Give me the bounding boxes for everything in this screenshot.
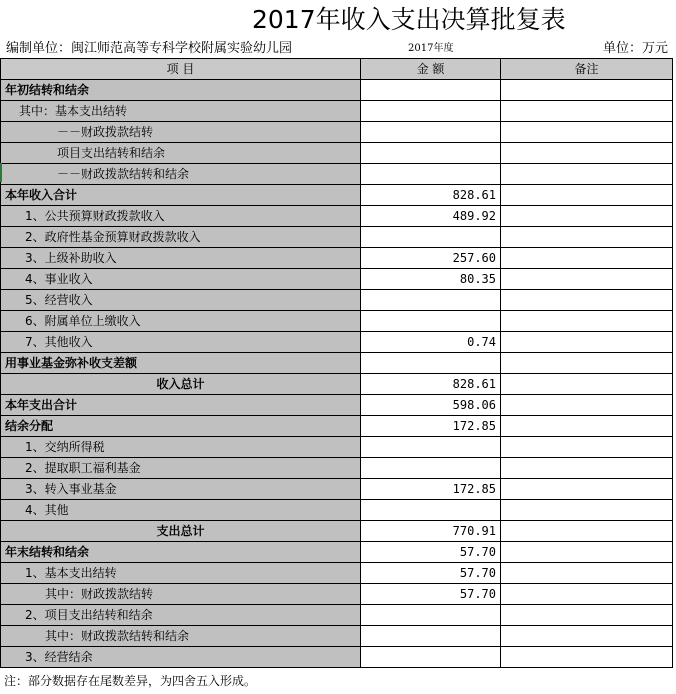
row-amount [361,437,501,458]
row-note [501,626,673,647]
row-note [501,605,673,626]
header-amount: 金 额 [361,59,501,80]
fiscal-year: 2017年度 [408,43,454,54]
row-amount: 257.60 [361,248,501,269]
row-amount: 57.70 [361,563,501,584]
row-amount [361,143,501,164]
row-item-label: 其中：基本支出结转 [1,101,361,122]
row-note [501,101,673,122]
row-note [501,542,673,563]
table-row [1,521,673,542]
row-note [501,395,673,416]
table-row [1,332,673,353]
row-item-label: 4、其他 [1,500,361,521]
table-row [1,374,673,395]
row-note [501,479,673,500]
row-note [501,353,673,374]
footnote: 注：部分数据存在尾数差异，为四舍五入形成。 [4,674,257,688]
currency-unit: 单位：万元 [602,41,668,56]
table-row [1,353,673,374]
row-note [501,647,673,668]
row-item-label: 结余分配 [1,416,361,437]
row-amount: 828.61 [361,374,501,395]
table-header-row [1,59,673,80]
table-row [1,122,673,143]
row-amount [361,227,501,248]
table-row [1,605,673,626]
row-item-label: 1、交纳所得税 [1,437,361,458]
row-amount: 57.70 [361,542,501,563]
row-note [501,416,673,437]
row-amount [361,164,501,185]
row-item-label: 3、转入事业基金 [1,479,361,500]
row-item-label: 本年支出合计 [1,395,361,416]
row-item-label: 收入总计 [1,374,361,395]
row-amount [361,122,501,143]
row-item-label: 其中：财政拨款结转和结余 [1,626,361,647]
table-row [1,80,673,101]
table-row [1,269,673,290]
budget-table [0,58,673,668]
row-note [501,227,673,248]
table-row [1,185,673,206]
row-amount [361,101,501,122]
row-note [501,206,673,227]
row-item-label: 1、公共预算财政拨款收入 [1,206,361,227]
row-note [501,437,673,458]
row-note [501,311,673,332]
row-item-label: 3、经营结余 [1,647,361,668]
row-item-label: 5、经营收入 [1,290,361,311]
row-amount [361,500,501,521]
row-note [501,164,673,185]
table-row [1,164,673,185]
row-item-label: 4、事业收入 [1,269,361,290]
row-note [501,122,673,143]
table-row [1,206,673,227]
row-amount: 828.61 [361,185,501,206]
row-note [501,374,673,395]
row-amount: 0.74 [361,332,501,353]
row-item-label: 支出总计 [1,521,361,542]
table-row [1,101,673,122]
row-amount [361,290,501,311]
row-amount: 80.35 [361,269,501,290]
table-row [1,143,673,164]
row-note [501,248,673,269]
row-item-label: 7、其他收入 [1,332,361,353]
row-amount: 598.06 [361,395,501,416]
table-row [1,584,673,605]
header-item: 项 目 [1,59,361,80]
row-item-label: 2、政府性基金预算财政拨款收入 [1,227,361,248]
table-row [1,311,673,332]
row-item-label: 3、上级补助收入 [1,248,361,269]
table-row [1,500,673,521]
row-item-label: －－财政拨款结转 [1,122,361,143]
row-amount [361,311,501,332]
row-note [501,269,673,290]
row-item-label: －－财政拨款结转和结余 [1,164,361,185]
table-row [1,395,673,416]
row-note [501,563,673,584]
table-row [1,290,673,311]
row-amount: 172.85 [361,479,501,500]
row-amount [361,605,501,626]
row-note [501,185,673,206]
row-note [501,80,673,101]
row-note [501,332,673,353]
table-row [1,542,673,563]
row-note [501,500,673,521]
row-amount [361,458,501,479]
row-amount: 770.91 [361,521,501,542]
row-amount: 489.92 [361,206,501,227]
table-row [1,437,673,458]
table-row [1,563,673,584]
report-meta [0,40,676,58]
row-note [501,521,673,542]
row-note [501,290,673,311]
row-selection-marker [0,163,2,182]
organization-label: 编制单位：闽江师范高等专科学校附属实验幼儿园 [6,41,293,56]
row-amount: 57.70 [361,584,501,605]
table-row [1,626,673,647]
row-amount [361,353,501,374]
row-amount [361,80,501,101]
row-amount [361,647,501,668]
table-row [1,227,673,248]
row-item-label: 项目支出结转和结余 [1,143,361,164]
row-item-label: 6、附属单位上缴收入 [1,311,361,332]
row-amount: 172.85 [361,416,501,437]
report-title: 2017年收入支出决算批复表 [252,5,566,34]
row-note [501,458,673,479]
row-note [501,584,673,605]
row-item-label: 1、基本支出结转 [1,563,361,584]
row-item-label: 用事业基金弥补收支差额 [1,353,361,374]
row-item-label: 本年收入合计 [1,185,361,206]
header-note: 备注 [501,59,673,80]
row-item-label: 年末结转和结余 [1,542,361,563]
row-amount [361,626,501,647]
table-row [1,458,673,479]
row-item-label: 2、项目支出结转和结余 [1,605,361,626]
row-item-label: 2、提取职工福利基金 [1,458,361,479]
table-row [1,248,673,269]
row-note [501,143,673,164]
table-row [1,416,673,437]
row-item-label: 年初结转和结余 [1,80,361,101]
table-row [1,647,673,668]
row-item-label: 其中：财政拨款结转 [1,584,361,605]
table-row [1,479,673,500]
